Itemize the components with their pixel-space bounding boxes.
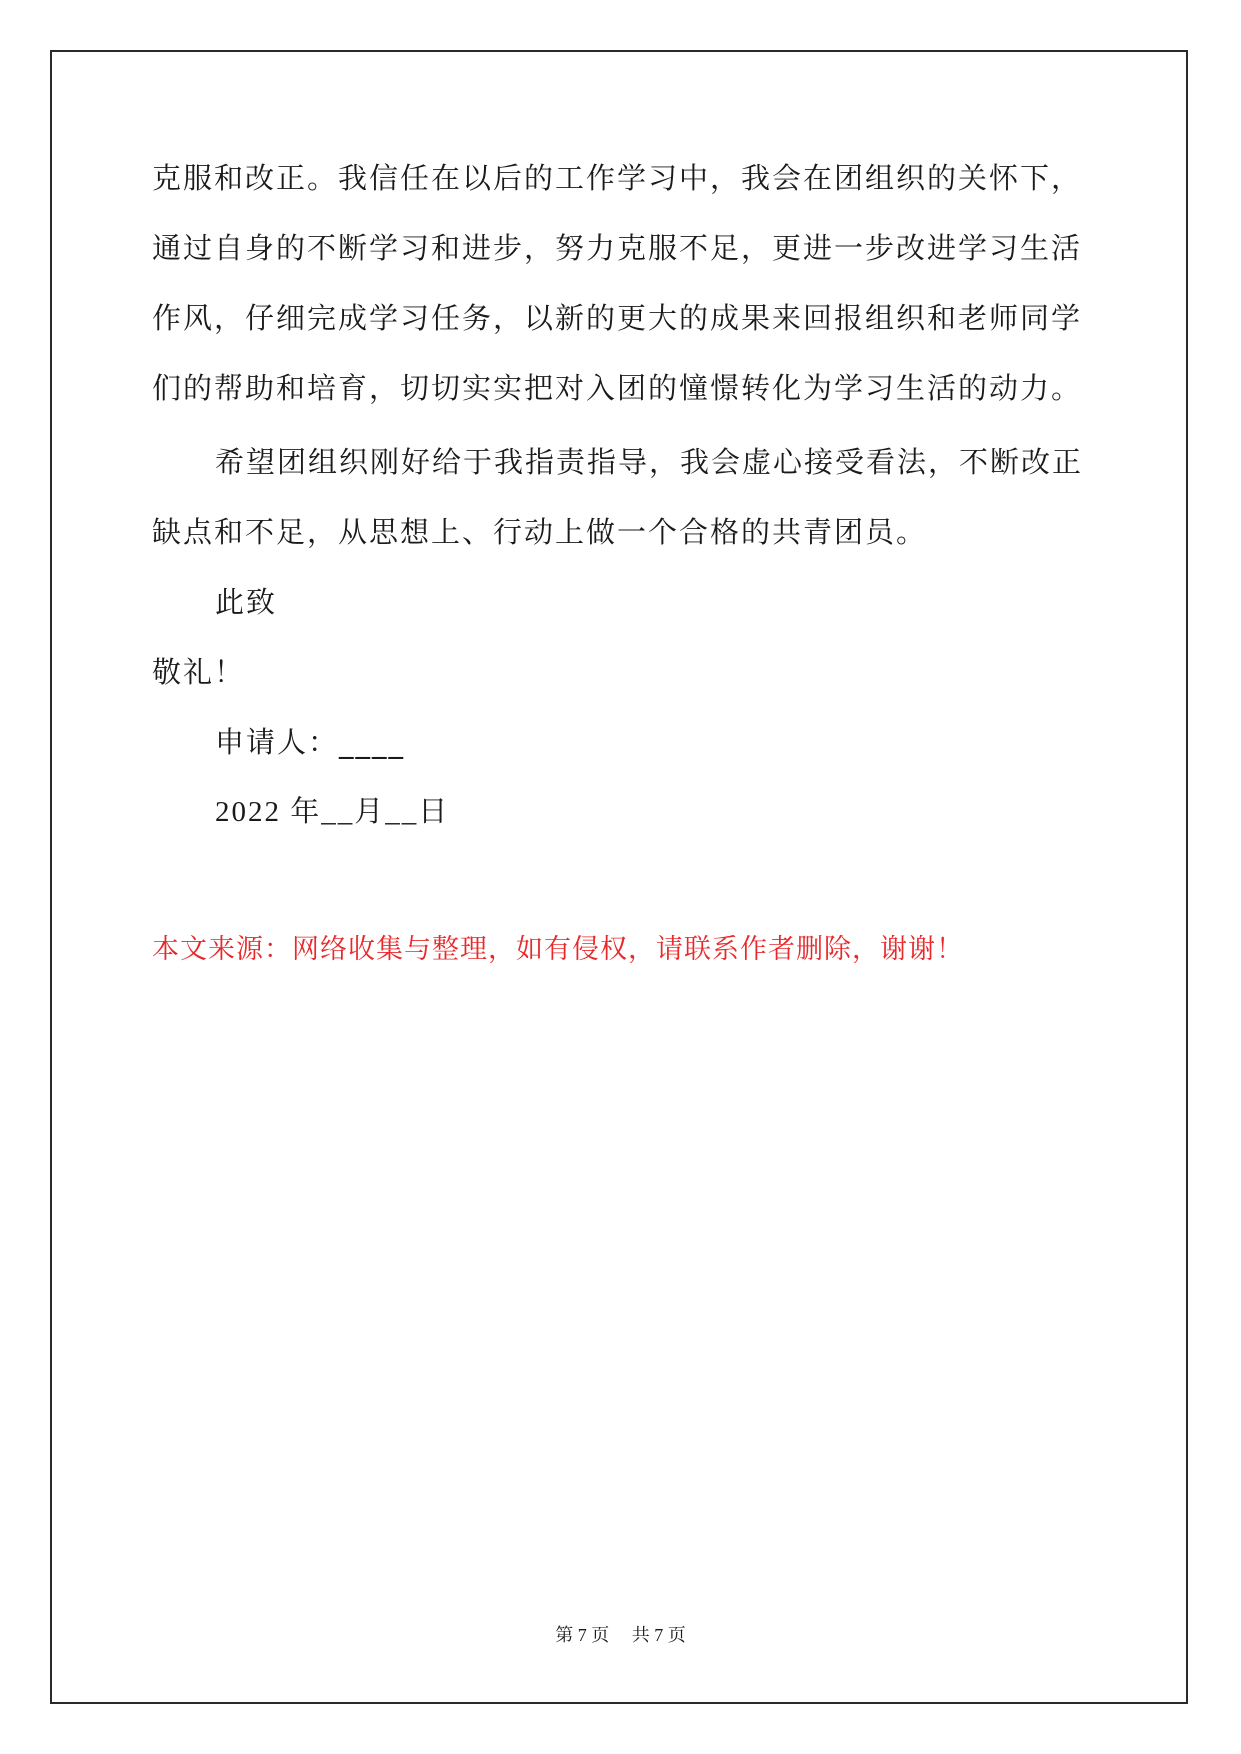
paragraph-1-line-4: 们的帮助和培育，切切实实把对入团的憧憬转化为学习生活的动力。 [152, 371, 1083, 405]
paragraph-1-line-2: 通过自身的不断学习和进步，努力克服不足，更进一步改进学习生活 [152, 231, 1083, 265]
closing-text: 此致 [215, 585, 278, 619]
paragraph-2-line-2: 缺点和不足，从思想上、行动上做一个合格的共青团员。 [152, 515, 928, 549]
applicant-line: 申请人：____ [215, 725, 406, 759]
date-line: 2022 年__月__日 [215, 796, 450, 828]
total-pages-label: 共 7 页 [631, 1625, 686, 1645]
current-page-label: 第 7 页 [555, 1625, 610, 1645]
paragraph-1-line-3: 作风，仔细完成学习任务，以新的更大的成果来回报组织和老师同学 [152, 301, 1083, 335]
paragraph-1-line-1: 克服和改正。我信任在以后的工作学习中，我会在团组织的关怀下， [152, 161, 1083, 195]
page-footer [0, 1621, 1241, 1647]
paragraph-2-line-1: 希望团组织刚好给于我指责指导，我会虚心接受看法，不断改正 [215, 445, 1084, 479]
source-note: 本文来源：网络收集与整理，如有侵权，请联系作者删除，谢谢！ [152, 934, 964, 965]
salute-text: 敬礼！ [152, 655, 246, 689]
